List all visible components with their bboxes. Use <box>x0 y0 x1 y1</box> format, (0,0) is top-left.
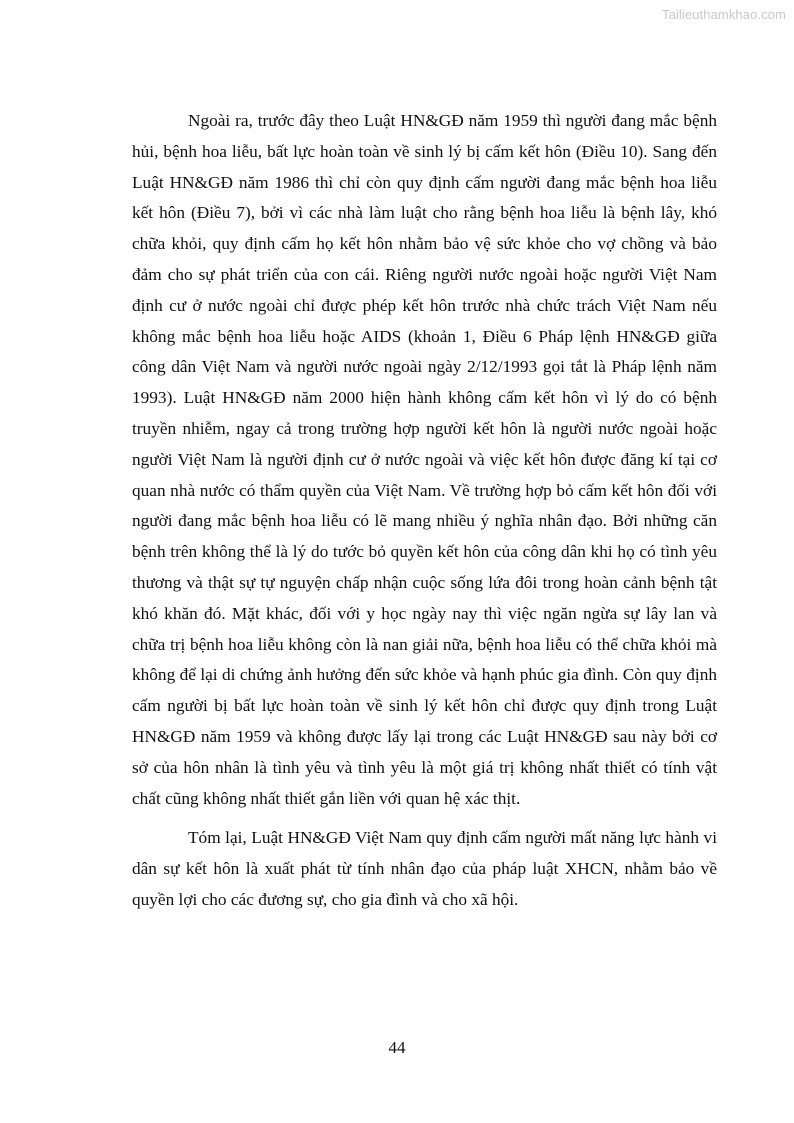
watermark: Tailieuthamkhao.com <box>661 7 786 22</box>
paragraph-1: Ngoài ra, trước đây theo Luật HN&GĐ năm 1959 thì người đang mắc bệnh hủi, bệnh hoa liễu, bất lực hoàn toàn về sinh lý bị cấm kết hôn (Điều 10). Sang đến Luật HN&GĐ năm 1986 thì chỉ còn quy định cấm người đang mắc bệnh hoa liễu kết hôn (Điều 7), bởi vì các nhà làm luật cho rằng bệnh hoa liễu là bệnh lây, khó chữa khỏi, quy định cấm họ kết hôn nhằm bảo vệ sức khỏe cho vợ chồng và bảo đảm cho sự phát triển của con cái. Riêng người nước ngoài hoặc người Việt Nam định cư ở nước ngoài chỉ được phép kết hôn trước nhà chức trách Việt Nam nếu không mắc bệnh hoa liễu hoặc AIDS (khoản 1, Điều 6 Pháp lệnh HN&GĐ giữa công dân Việt Nam và người nước ngoài ngày 2/12/1993 gọi tắt là Pháp lệnh năm 1993). Luật HN&GĐ năm 2000 hiện hành không cấm kết hôn vì lý do có bệnh truyền nhiễm, ngay cả trong trường hợp người kết hôn là người nước ngoài hoặc người Việt Nam là người định cư ở nước ngoài và việc kết hôn được đăng kí tại cơ quan nhà nước có thẩm quyền của Việt Nam. Về trường hợp bỏ cấm kết hôn đối với người đang mắc bệnh hoa liễu có lẽ mang nhiều ý nghĩa nhân đạo. Bởi những căn bệnh trên không thể là lý do tước bỏ quyền kết hôn của công dân khi họ có tình yêu thương và thật sự tự nguyện chấp nhận cuộc sống lứa đôi trong hoàn cảnh bệnh tật khó khăn đó. Mặt khác, đối với y học ngày nay thì việc ngăn ngừa sự lây lan và chữa trị bệnh hoa liễu không còn là nan giải nữa, bệnh hoa liễu có thể chữa khỏi mà không để lại di chứng ảnh hưởng đến sức khỏe và hạnh phúc gia đình. Còn quy định cấm người bị bất lực hoàn toàn về sinh lý kết hôn chỉ được quy định trong Luật HN&GĐ năm 1959 và không được lấy lại trong các Luật HN&GĐ sau này bởi cơ sở của hôn nhân là tình yêu và tình yêu là một giá trị không nhất thiết có tính vật chất cũng không nhất thiết gắn liền với quan hệ xác thịt. <box>132 111 717 808</box>
page-number: 44 <box>388 1038 406 1057</box>
paragraph-2: Tóm lại, Luật HN&GĐ Việt Nam quy định cấm người mất năng lực hành vi dân sự kết hôn là xuất phát từ tính nhân đạo của pháp luật XHCN, nhằm bảo về quyền lợi cho các đương sự, cho gia đình và cho xã hội. <box>132 828 717 909</box>
document-body <box>132 106 717 916</box>
